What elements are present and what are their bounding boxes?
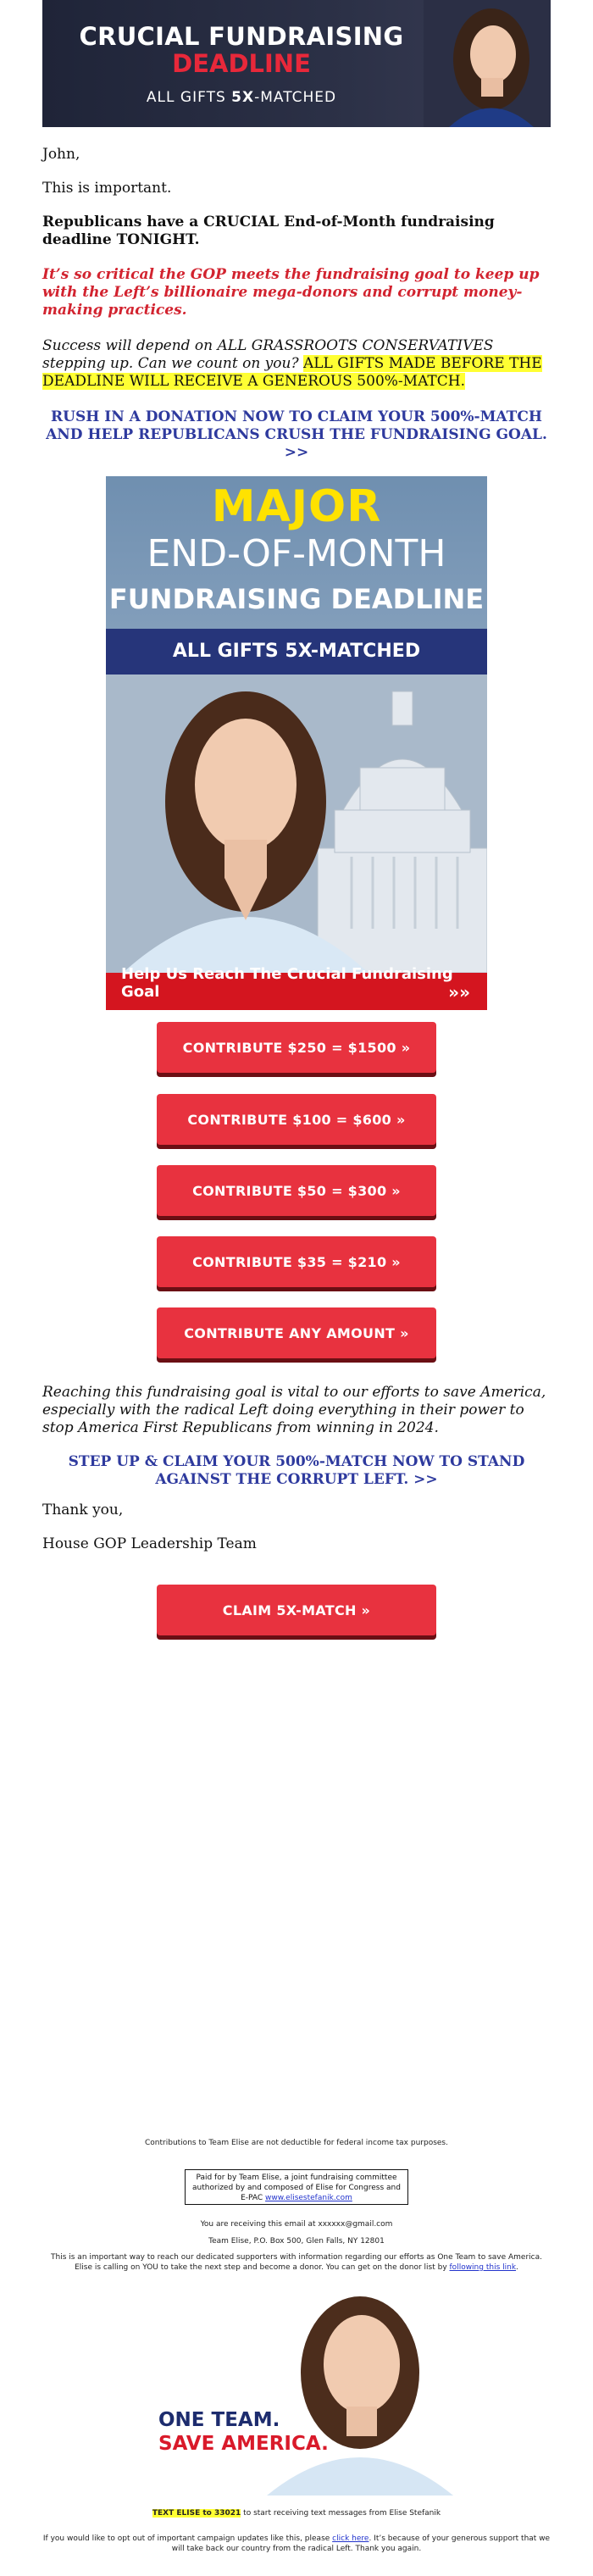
important-line: This is important.: [42, 180, 172, 197]
double-chevron-icon: »»: [448, 982, 470, 1002]
donation-link-1[interactable]: RUSH IN A DONATION NOW TO CLAIM YOUR 500%-MATCH AND HELP REPUBLICANS CRUSH THE FUNDRAISING GOAL. >>: [46, 408, 547, 461]
hero-bottom-text: Help Us Reach The Crucial Fundraising Goal: [121, 965, 453, 1001]
important-way-note: This is an important way to reach our dedicated supporters with information regarding our efforts as One Team to save America. Elise is calling on YOU to take the next step and become a donor. You can get on the donor list by following this link.: [51, 2253, 542, 2272]
text-elise-note: TEXT ELISE to 33021 to start receiving text messages from Elise Stefanik: [152, 2509, 441, 2518]
text-elise-highlight: TEXT ELISE to 33021: [152, 2509, 241, 2518]
hero-end-of-month: END-OF-MONTH: [147, 532, 446, 575]
header-title-line1: CRUCIAL FUNDRAISING: [79, 22, 404, 51]
one-team-banner-image: [106, 2292, 487, 2496]
donor-list-link[interactable]: following this link: [449, 2263, 517, 2272]
receiving-email-note: You are receiving this email at xxxxxx@gmail.com: [200, 2220, 393, 2229]
hero-deadline: FUNDRAISING DEADLINE: [108, 583, 485, 615]
greeting: John,: [42, 146, 80, 163]
one-team-text: ONE TEAM.: [158, 2409, 280, 2431]
tax-note: Contributions to Team Elise are not deductible for federal income tax purposes.: [145, 2139, 448, 2147]
mailing-address: Team Elise, P.O. Box 500, Glen Falls, NY 12801: [208, 2237, 385, 2246]
critical-paragraph: It’s so critical the GOP meets the fundraising goal to keep up with the Left’s billionaire mega-donors and corrupt money-making practices.: [42, 266, 540, 319]
header-subtitle: ALL GIFTS 5X-MATCHED: [146, 89, 337, 106]
header-banner: [42, 0, 551, 127]
claim-match-button[interactable]: CLAIM 5X-MATCH »: [157, 1585, 436, 1635]
hero-major: MAJOR: [211, 481, 382, 532]
opt-out-note: If you would like to opt out of important campaign updates like this, please click here. It’s because of your generous support that we will take back our country from the radical Left. Thank you again.: [42, 2534, 551, 2553]
candidate-photo-graphic: [258, 2292, 487, 2496]
contribute-any-amount-button[interactable]: CONTRIBUTE ANY AMOUNT »: [157, 1307, 436, 1358]
donation-link-2[interactable]: STEP UP & CLAIM YOUR 500%-MATCH NOW TO STAND AGAINST THE CORRUPT LEFT. >>: [68, 1453, 525, 1488]
reaching-goal-paragraph: Reaching this fundraising goal is vital to our efforts to save America, especially with the radical Left doing everything in their power to stop America First Republicans from winning in 2024.: [42, 1384, 546, 1436]
hero-band-text: ALL GIFTS 5X-MATCHED: [172, 641, 421, 662]
save-america-text: SAVE AMERICA.: [158, 2433, 329, 2455]
contribute-50-button[interactable]: CONTRIBUTE $50 = $300 »: [157, 1165, 436, 1216]
contribute-100-button[interactable]: CONTRIBUTE $100 = $600 »: [157, 1094, 436, 1145]
match-highlight: ALL GIFTS MADE BEFORE THE DEADLINE WILL RECEIVE A GENEROUS 500%-MATCH.: [42, 355, 542, 390]
thank-you: Thank you,: [42, 1502, 124, 1518]
contribute-35-button[interactable]: CONTRIBUTE $35 = $210 »: [157, 1236, 436, 1287]
paid-for-box: Paid for by Team Elise, a joint fundraising committee authorized by and composed of Elise for Congress and E-PAC www.elisestefanik.com: [185, 2169, 408, 2205]
contribute-250-button[interactable]: CONTRIBUTE $250 = $1500 »: [157, 1022, 436, 1073]
website-link[interactable]: www.elisestefanik.com: [265, 2194, 352, 2202]
candidate-portrait-image: [424, 0, 551, 127]
deadline-paragraph: Republicans have a CRUCIAL End-of-Month fundraising deadline TONIGHT.: [42, 214, 495, 248]
grassroots-paragraph: Success will depend on ALL GRASSROOTS CONSERVATIVES stepping up. Can we count on you? ALL GIFTS MADE BEFORE THE DEADLINE WILL RECEIVE A GENEROUS 500%-MATCH.: [42, 337, 542, 390]
capitol-portrait-graphic: [106, 675, 487, 973]
signature: House GOP Leadership Team: [42, 1535, 257, 1552]
header-title-line2: DEADLINE: [172, 49, 311, 78]
hero-banner-image[interactable]: [106, 476, 487, 1010]
opt-out-link[interactable]: click here: [332, 2534, 369, 2543]
